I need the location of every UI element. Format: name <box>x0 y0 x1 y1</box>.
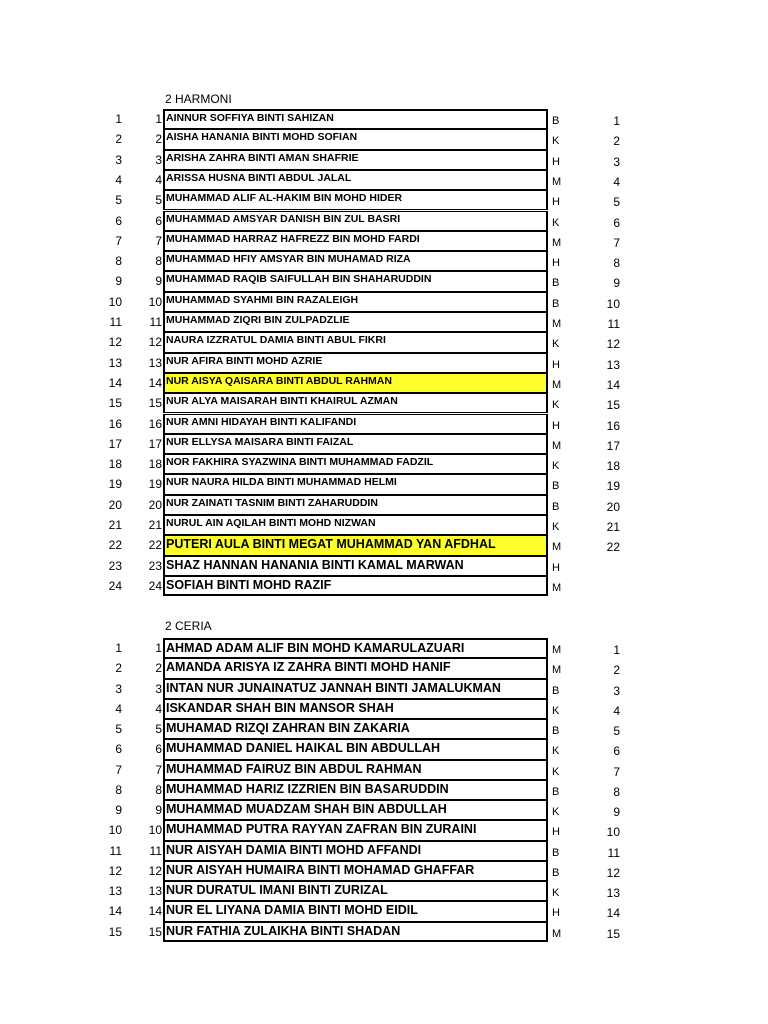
name-cell <box>163 760 548 780</box>
student-index: 5 <box>155 722 162 736</box>
table-row <box>0 719 768 739</box>
group-code: B <box>552 684 560 697</box>
row-number: 12 <box>108 863 122 878</box>
section-title: 2 HARMONI <box>165 92 232 106</box>
student-index: 11 <box>149 843 162 858</box>
table-row <box>0 109 768 129</box>
highlighted-name-cell <box>163 535 548 555</box>
table-row <box>0 535 768 555</box>
right-number: 12 <box>606 337 620 352</box>
row-number: 8 <box>115 254 122 269</box>
table-row <box>0 414 768 434</box>
right-number: 12 <box>606 865 620 880</box>
student-index: 15 <box>148 396 162 411</box>
student-index: 14 <box>148 375 162 390</box>
row-number: 7 <box>115 762 122 777</box>
table-row <box>0 760 768 780</box>
row-number: 19 <box>108 477 122 492</box>
table-row <box>0 800 768 820</box>
right-number: 3 <box>613 154 620 169</box>
group-code: B <box>552 115 560 127</box>
name-cell <box>163 150 548 170</box>
group-code: M <box>552 175 562 188</box>
right-number: 11 <box>607 317 620 331</box>
student-index: 16 <box>148 416 162 431</box>
student-name: ARISSA HUSNA BINTI ABDUL JALAL <box>166 171 352 184</box>
group-code: M <box>552 439 562 452</box>
name-cell <box>163 901 548 921</box>
right-number: 20 <box>606 499 620 514</box>
table-row <box>0 576 768 596</box>
table-row <box>0 699 768 719</box>
table-row <box>0 373 768 393</box>
student-index: 4 <box>155 701 162 716</box>
row-number: 16 <box>108 416 122 431</box>
right-number: 4 <box>613 703 620 718</box>
group-code: M <box>552 378 562 391</box>
row-number: 11 <box>109 843 122 858</box>
group-code: B <box>552 500 560 513</box>
right-number: 7 <box>613 764 620 779</box>
right-number: 6 <box>613 215 620 230</box>
group-code: M <box>552 236 562 249</box>
name-cell <box>163 922 548 942</box>
table-row <box>0 515 768 535</box>
name-cell <box>163 495 548 515</box>
table-row <box>0 638 768 658</box>
right-number: 6 <box>613 744 620 759</box>
row-number: 20 <box>108 497 122 512</box>
name-cell <box>163 556 548 576</box>
group-code: K <box>552 704 560 717</box>
student-name: INTAN NUR JUNAINATUZ JANNAH BINTI JAMALUKMAN <box>166 680 501 695</box>
table-row <box>0 292 768 312</box>
group-code: H <box>552 196 560 209</box>
student-name: MUHAMMAD HARRAZ HAFREZZ BIN MOHD FARDI <box>166 232 420 245</box>
right-number: 1 <box>613 643 620 657</box>
name-cell <box>163 841 548 861</box>
student-index: 22 <box>148 538 162 553</box>
student-index: 9 <box>155 803 162 817</box>
right-number: 11 <box>607 845 620 860</box>
student-index: 5 <box>155 193 162 208</box>
name-cell <box>163 190 548 210</box>
name-cell <box>163 414 548 434</box>
student-name: MUHAMMAD MUADZAM SHAH BIN ABDULLAH <box>166 802 447 816</box>
row-number: 3 <box>115 681 122 696</box>
name-cell <box>163 129 548 149</box>
right-number: 8 <box>613 784 620 799</box>
table-row <box>0 190 768 210</box>
group-code: H <box>552 257 560 270</box>
right-number: 19 <box>606 479 620 494</box>
table-row <box>0 211 768 231</box>
name-cell <box>163 780 548 800</box>
row-number: 23 <box>108 558 122 573</box>
table-row <box>0 495 768 515</box>
table-row <box>0 739 768 759</box>
name-cell <box>163 861 548 881</box>
row-number: 5 <box>115 722 122 736</box>
table-row <box>0 353 768 373</box>
right-number: 5 <box>613 724 620 738</box>
right-number: 14 <box>606 906 620 921</box>
student-index: 24 <box>148 578 162 593</box>
student-index: 3 <box>155 152 162 167</box>
name-cell <box>163 515 548 535</box>
student-index: 2 <box>155 132 162 147</box>
row-number: 15 <box>108 396 122 411</box>
student-name: NUR ELLYSA MAISARA BINTI FAIZAL <box>166 435 354 448</box>
student-name: AHMAD ADAM ALIF BIN MOHD KAMARULAZUARI <box>166 641 465 655</box>
group-code: B <box>552 785 560 798</box>
section-title: 2 CERIA <box>165 619 212 633</box>
student-index: 1 <box>155 112 162 126</box>
right-number: 22 <box>606 540 620 555</box>
student-name: ARISHA ZAHRA BINTI AMAN SHAFRIE <box>166 151 359 164</box>
group-code: B <box>552 725 560 737</box>
row-number: 24 <box>108 578 122 593</box>
right-number: 21 <box>606 520 620 534</box>
row-number: 13 <box>108 355 122 370</box>
row-number: 10 <box>108 294 122 309</box>
table-row <box>0 170 768 190</box>
student-name: AMANDA ARISYA IZ ZAHRA BINTI MOHD HANIF <box>166 660 451 675</box>
group-code: K <box>552 460 560 473</box>
group-code: H <box>552 826 560 839</box>
student-index: 6 <box>155 742 162 757</box>
name-cell <box>163 231 548 251</box>
table-row <box>0 658 768 678</box>
student-name: NUR ZAINATI TASNIM BINTI ZAHARUDDIN <box>166 496 378 509</box>
right-number: 9 <box>613 276 620 291</box>
table-row <box>0 474 768 494</box>
student-index: 12 <box>148 335 162 350</box>
right-number: 8 <box>613 256 620 271</box>
student-name: MUHAMMAD PUTRA RAYYAN ZAFRAN BIN ZURAINI <box>166 822 477 837</box>
student-index: 4 <box>155 172 162 187</box>
group-code: B <box>552 846 560 859</box>
right-number: 9 <box>613 805 620 819</box>
row-number: 18 <box>108 457 122 472</box>
name-cell <box>163 393 548 413</box>
table-row <box>0 901 768 921</box>
student-index: 8 <box>155 254 162 269</box>
table-row <box>0 231 768 251</box>
student-index: 18 <box>148 457 162 472</box>
student-name: NUR NAURA HILDA BINTI MUHAMMAD HELMI <box>166 476 397 489</box>
student-name: NUR AISYAH HUMAIRA BINTI MOHAMAD GHAFFAR <box>166 862 475 877</box>
table-row <box>0 679 768 699</box>
student-name: NUR FATHIA ZULAIKHA BINTI SHADAN <box>166 923 401 938</box>
row-number: 12 <box>108 335 122 350</box>
name-cell <box>163 679 548 699</box>
student-name: MUHAMMAD SYAHMI BIN RAZALEIGH <box>166 293 359 306</box>
table-row <box>0 393 768 413</box>
student-index: 20 <box>148 497 162 512</box>
table-row <box>0 332 768 352</box>
student-index: 10 <box>148 823 162 838</box>
row-number: 14 <box>108 904 122 919</box>
row-number: 9 <box>115 803 122 817</box>
group-code: K <box>552 887 560 899</box>
row-number: 1 <box>115 641 122 655</box>
student-name: NUR AFIRA BINTI MOHD AZRIE <box>166 354 323 367</box>
student-name: MUHAMMAD HARIZ IZZRIEN BIN BASARUDDIN <box>166 781 449 796</box>
group-code: H <box>552 561 560 574</box>
student-index: 3 <box>155 681 162 696</box>
table-row <box>0 556 768 576</box>
name-cell <box>163 109 548 129</box>
right-number: 5 <box>613 195 620 210</box>
name-cell <box>163 353 548 373</box>
row-number: 22 <box>108 538 122 553</box>
table-row <box>0 922 768 942</box>
right-number: 15 <box>606 398 620 413</box>
group-code: K <box>552 521 560 533</box>
student-index: 2 <box>155 661 162 676</box>
name-cell <box>163 292 548 312</box>
row-number: 14 <box>108 375 122 390</box>
student-name: NOR FAKHIRA SYAZWINA BINTI MUHAMMAD FADZIL <box>166 456 434 469</box>
student-name: MUHAMMAD HFIY AMSYAR BIN MUHAMAD RIZA <box>166 253 411 266</box>
group-code: M <box>552 927 562 940</box>
row-number: 21 <box>108 518 122 532</box>
student-name: NUR ALYA MAISARAH BINTI KHAIRUL AZMAN <box>166 395 398 408</box>
student-name: NUR EL LIYANA DAMIA BINTI MOHD EIDIL <box>166 903 418 918</box>
student-index: 9 <box>155 274 162 289</box>
name-cell <box>163 881 548 901</box>
right-number: 2 <box>613 134 620 149</box>
row-number: 17 <box>108 436 122 451</box>
row-number: 10 <box>108 823 122 838</box>
group-code: M <box>552 644 562 656</box>
right-number: 15 <box>606 926 620 941</box>
table-row <box>0 150 768 170</box>
right-number: 14 <box>606 377 620 392</box>
row-number: 15 <box>108 924 122 939</box>
row-number: 11 <box>109 315 122 329</box>
table-row <box>0 454 768 474</box>
right-number: 2 <box>613 663 620 678</box>
table-row <box>0 841 768 861</box>
group-code: B <box>552 480 560 493</box>
group-code: K <box>552 399 560 412</box>
student-index: 7 <box>155 762 162 777</box>
name-cell <box>163 332 548 352</box>
student-index: 6 <box>155 213 162 228</box>
student-index: 14 <box>148 904 162 919</box>
group-code: H <box>552 358 560 371</box>
group-code: K <box>552 216 560 229</box>
student-name: ISKANDAR SHAH BIN MANSOR SHAH <box>166 700 394 715</box>
name-cell <box>163 739 548 759</box>
student-index: 17 <box>148 436 162 451</box>
group-code: H <box>552 419 560 432</box>
row-number: 6 <box>115 213 122 228</box>
row-number: 2 <box>115 661 122 676</box>
group-code: K <box>552 745 560 758</box>
group-code: B <box>552 297 560 310</box>
name-cell <box>163 271 548 291</box>
row-number: 7 <box>115 233 122 248</box>
row-number: 4 <box>115 701 122 716</box>
name-cell <box>163 576 548 596</box>
student-name: NUR AISYAH DAMIA BINTI MOHD AFFANDI <box>166 842 422 857</box>
right-number: 7 <box>613 235 620 250</box>
student-name: SHAZ HANNAN HANANIA BINTI KAMAL MARWAN <box>166 557 464 572</box>
group-code: B <box>552 277 560 290</box>
group-code: K <box>552 806 560 818</box>
name-cell <box>163 170 548 190</box>
group-code: K <box>552 338 560 351</box>
table-row <box>0 780 768 800</box>
table-row <box>0 434 768 454</box>
student-name: NUR AISYA QAISARA BINTI ABDUL RAHMAN <box>166 374 392 387</box>
student-index: 23 <box>148 558 162 573</box>
student-index: 15 <box>148 924 162 939</box>
row-number: 13 <box>108 884 122 898</box>
student-name: MUHAMAD RIZQI ZAHRAN BIN ZAKARIA <box>166 721 410 735</box>
group-code: M <box>552 541 562 554</box>
group-code: M <box>552 664 562 677</box>
student-name: MUHAMMAD ALIF AL-HAKIM BIN MOHD HIDER <box>166 192 403 205</box>
row-number: 6 <box>115 742 122 757</box>
table-row <box>0 129 768 149</box>
name-cell <box>163 434 548 454</box>
student-name: NURUL AIN AQILAH BINTI MOHD NIZWAN <box>166 517 376 529</box>
row-number: 2 <box>115 132 122 147</box>
student-name: MUHAMMAD ZIQRI BIN ZULPADZLIE <box>166 314 350 326</box>
student-name: SOFIAH BINTI MOHD RAZIF <box>166 577 332 592</box>
group-code: K <box>552 135 560 148</box>
student-index: 12 <box>148 863 162 878</box>
group-code: M <box>552 318 562 330</box>
name-cell <box>163 454 548 474</box>
student-index: 13 <box>148 355 162 370</box>
student-index: 19 <box>148 477 162 492</box>
student-name: MUHAMMAD FAIRUZ BIN ABDUL RAHMAN <box>166 761 422 776</box>
highlighted-name-cell <box>163 373 548 393</box>
student-name: AISHA HANANIA BINTI MOHD SOFIAN <box>166 131 358 144</box>
name-cell <box>163 251 548 271</box>
right-number: 16 <box>606 418 620 433</box>
group-code: H <box>552 907 560 920</box>
right-number: 13 <box>606 886 620 900</box>
student-index: 1 <box>155 641 162 655</box>
name-cell <box>163 800 548 820</box>
student-name: NUR AMNI HIDAYAH BINTI KALIFANDI <box>166 415 357 428</box>
table-row <box>0 271 768 291</box>
group-code: M <box>552 581 562 594</box>
name-cell <box>163 211 548 231</box>
group-code: H <box>552 155 560 168</box>
name-cell <box>163 638 548 658</box>
row-number: 1 <box>115 112 122 126</box>
student-index: 10 <box>148 294 162 309</box>
student-index: 8 <box>155 782 162 797</box>
student-index: 7 <box>155 233 162 248</box>
right-number: 18 <box>606 459 620 474</box>
right-number: 4 <box>613 174 620 189</box>
row-number: 9 <box>115 274 122 289</box>
student-name: NAURA IZZRATUL DAMIA BINTI ABUL FIKRI <box>166 334 386 347</box>
table-row <box>0 251 768 271</box>
row-number: 8 <box>115 782 122 797</box>
name-cell <box>163 820 548 840</box>
right-number: 10 <box>606 825 620 840</box>
right-number: 3 <box>613 683 620 698</box>
student-index: 11 <box>149 315 162 329</box>
group-code: K <box>552 765 560 778</box>
row-number: 5 <box>115 193 122 208</box>
student-name: PUTERI AULA BINTI MEGAT MUHAMMAD YAN AFDHAL <box>166 537 496 552</box>
right-number: 17 <box>606 438 620 453</box>
student-name: MUHAMMAD DANIEL HAIKAL BIN ABDULLAH <box>166 741 441 756</box>
group-code: B <box>552 866 560 879</box>
table-row <box>0 820 768 840</box>
name-cell <box>163 658 548 678</box>
name-cell <box>163 312 548 332</box>
row-number: 3 <box>115 152 122 167</box>
student-index: 13 <box>148 884 162 898</box>
right-number: 13 <box>606 357 620 372</box>
table-row <box>0 312 768 332</box>
student-name: AINNUR SOFFIYA BINTI SAHIZAN <box>166 112 334 124</box>
right-number: 1 <box>613 114 620 128</box>
name-cell <box>163 699 548 719</box>
student-name: MUHAMMAD AMSYAR DANISH BIN ZUL BASRI <box>166 212 401 225</box>
student-index: 21 <box>148 518 162 532</box>
name-cell <box>163 474 548 494</box>
table-row <box>0 881 768 901</box>
right-number: 10 <box>606 296 620 311</box>
table-row <box>0 861 768 881</box>
student-name: MUHAMMAD RAQIB SAIFULLAH BIN SHAHARUDDIN <box>166 273 432 286</box>
student-name: NUR DURATUL IMANI BINTI ZURIZAL <box>166 883 388 897</box>
row-number: 4 <box>115 172 122 187</box>
name-cell <box>163 719 548 739</box>
